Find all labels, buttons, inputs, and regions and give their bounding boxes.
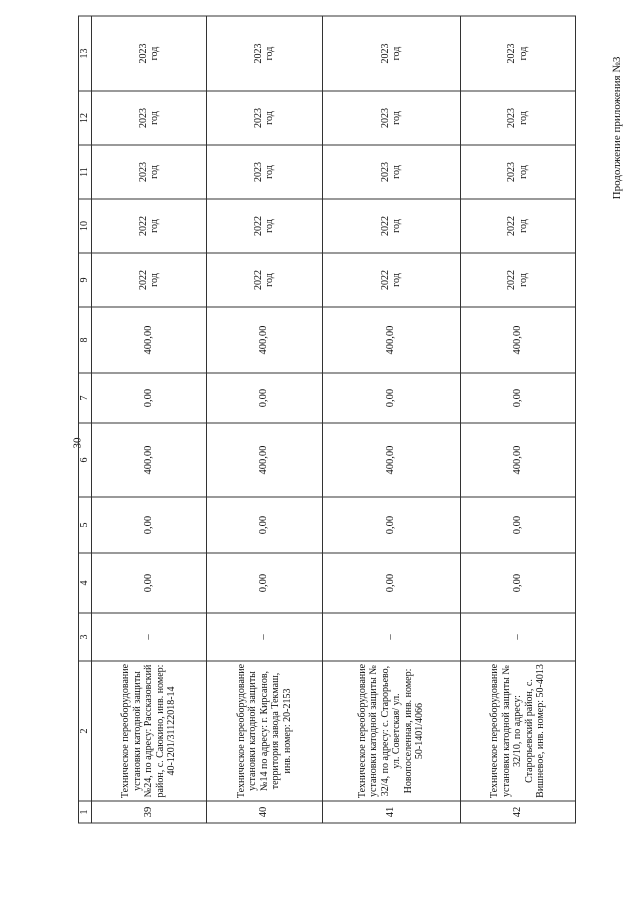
cell-col3: – [460,613,575,661]
table-row [460,16,575,823]
cell-col8: 400,00 [92,307,207,373]
col-header-12: 12 [79,91,92,145]
col-header-6: 6 [79,423,92,497]
cell-col9: 2022 год [460,253,575,307]
col-header-11: 11 [79,145,92,199]
col-header-3: 3 [79,613,92,661]
col-header-8: 8 [79,307,92,373]
col-header-5: 5 [79,497,92,553]
row-number: 42 [460,801,575,823]
cell-col4: 0,00 [322,553,460,613]
col-header-10: 10 [79,199,92,253]
cell-col11: 2023 год [460,145,575,199]
row-description: Техническое переоборудование установки катодной защиты № 32/4, по адресу: с. Старорьево, ул. Советская/ ул. Новопоселенная, инв. номер: 50-1401/4066 [322,661,460,801]
appendix-table-container [78,43,576,824]
cell-col10: 2022 год [92,199,207,253]
cell-col6: 400,00 [322,423,460,497]
cell-col8: 400,00 [322,307,460,373]
cell-col10: 2022 год [460,199,575,253]
table-row [322,16,460,823]
col-header-9: 9 [79,253,92,307]
header-row [79,16,92,823]
cell-col9: 2022 год [92,253,207,307]
col-header-2: 2 [79,661,92,801]
row-description: Техническое переоборудование установки катодной защиты №24, по адресу: Рассказовский район, с. Саюкино, инв. номер: 40-1201/31122018-14 [92,661,207,801]
cell-col12: 2023 год [460,91,575,145]
cell-col7: 0,00 [92,373,207,423]
row-description: Техническое переоборудование установки катодной защиты № 32/10, по адресу: Старорьевский район, с. Вишневое, инв. номер: 50-4013 [460,661,575,801]
cell-col11: 2023 год [207,145,322,199]
table-row [92,16,207,823]
cell-col5: 0,00 [322,497,460,553]
cell-col7: 0,00 [207,373,322,423]
cell-col6: 400,00 [92,423,207,497]
cell-col5: 0,00 [460,497,575,553]
col-header-13: 13 [79,16,92,91]
row-number: 40 [207,801,322,823]
cell-col8: 400,00 [207,307,322,373]
cell-col10: 2022 год [207,199,322,253]
cell-col4: 0,00 [92,553,207,613]
cell-col9: 2022 год [207,253,322,307]
row-number: 41 [322,801,460,823]
col-header-4: 4 [79,553,92,613]
cell-col11: 2023 год [92,145,207,199]
cell-col3: – [322,613,460,661]
cell-col4: 0,00 [460,553,575,613]
cell-col3: – [92,613,207,661]
row-number: 39 [92,801,207,823]
cell-col9: 2022 год [322,253,460,307]
continuation-note: Продолжение приложения №3 [611,56,623,200]
cell-col5: 0,00 [92,497,207,553]
col-header-1: 1 [79,801,92,823]
col-header-7: 7 [79,373,92,423]
cell-col6: 400,00 [207,423,322,497]
cell-col10: 2022 год [322,199,460,253]
page-number: 30 [71,437,84,449]
cell-col8: 400,00 [460,307,575,373]
cell-col13: 2023 год [92,16,207,91]
cell-col7: 0,00 [322,373,460,423]
row-description: Техническое переоборудование установки катодной защиты №14 по адресу: г. Кирсанов, территория завода Текмаш, инв. номер: 20-2153 [207,661,322,801]
cell-col6: 400,00 [460,423,575,497]
cell-col13: 2023 год [460,16,575,91]
appendix-table [78,16,576,824]
cell-col5: 0,00 [207,497,322,553]
cell-col12: 2023 год [322,91,460,145]
cell-col13: 2023 год [322,16,460,91]
table-row [207,16,322,823]
cell-col11: 2023 год [322,145,460,199]
cell-col7: 0,00 [460,373,575,423]
cell-col4: 0,00 [207,553,322,613]
cell-col12: 2023 год [92,91,207,145]
cell-col13: 2023 год [207,16,322,91]
cell-col12: 2023 год [207,91,322,145]
cell-col3: – [207,613,322,661]
